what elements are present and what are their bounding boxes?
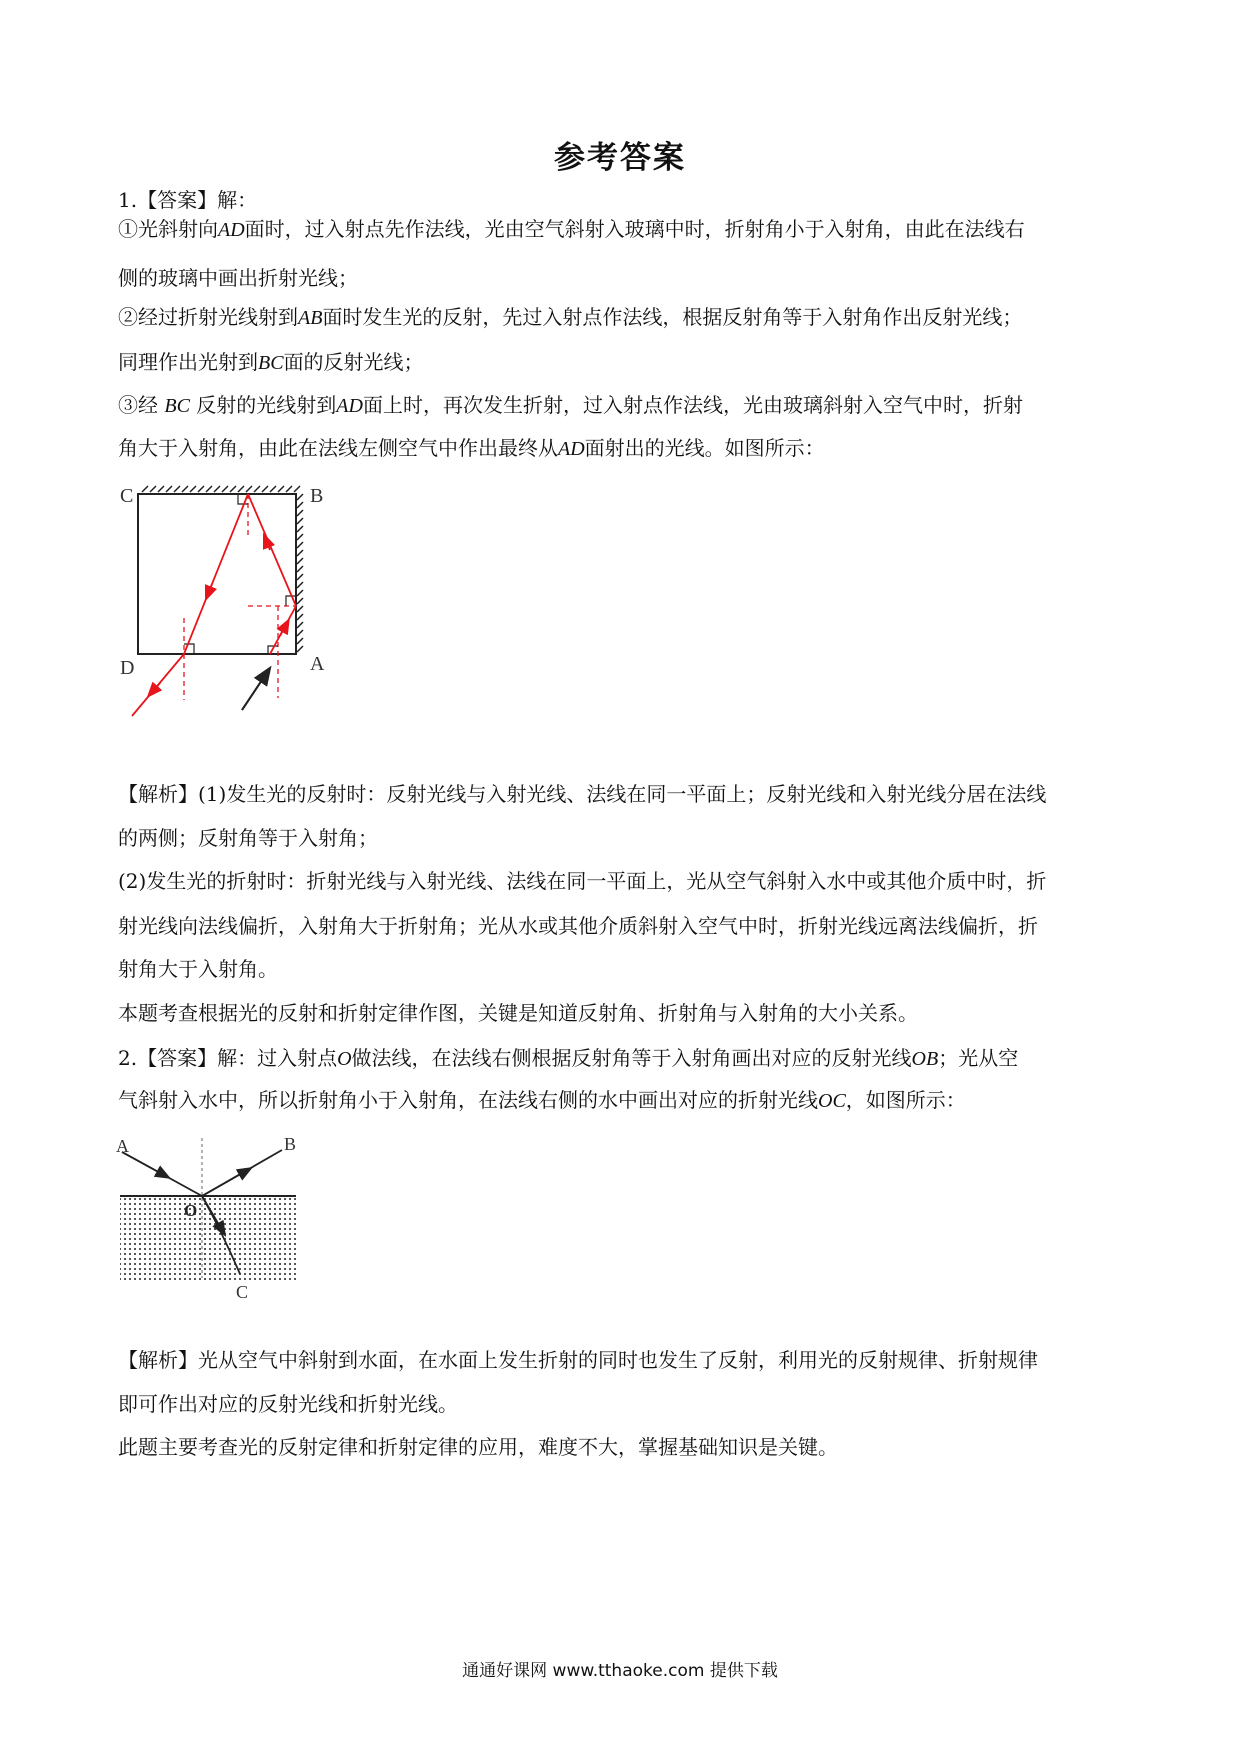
label-o: O <box>184 1201 198 1220</box>
label-d: D <box>120 657 135 679</box>
red-light-path <box>132 494 296 716</box>
q1-answer-heading: 1.【答案】解： <box>118 188 258 212</box>
q2-summary: 此题主要考查光的反射定律和折射定律的应用，难度不大，掌握基础知识是关键。 <box>118 1435 838 1459</box>
q2-answer-line1: 2.【答案】解：过入射点O做法线，在法线右侧根据反射角等于入射角画出对应的反射光线OB；光从空 <box>118 1046 1019 1070</box>
q2-analysis-line1: 【解析】光从空气中斜射到水面，在水面上发生折射的同时也发生了反射，利用光的反射规律、折射规律 <box>118 1348 1038 1372</box>
q1-step3-line1: ③经 BC 反射的光线射到AD面上时，再次发生折射，过入射点作法线，光由玻璃斜射入空气中时，折射 <box>118 393 1023 417</box>
right-angle-marks <box>184 494 296 654</box>
q1-analysis-line4: 射光线向法线偏折，入射角大于折射角；光从水或其他介质斜射入空气中时，折射光线远离法线偏折，折 <box>118 914 1038 938</box>
q1-step2-line2: 同理作出光射到BC面的反射光线； <box>118 350 424 374</box>
top-mirror-hatch <box>142 486 300 492</box>
q1-step3-line2: 角大于入射角，由此在法线左侧空气中作出最终从AD面射出的光线。如图所示： <box>118 436 825 460</box>
label-a: A <box>310 653 325 675</box>
q2-diagram <box>118 1132 348 1304</box>
label-c: C <box>120 485 134 507</box>
right-mirror-hatch <box>297 494 303 652</box>
q1-summary: 本题考查根据光的反射和折射定律作图，关键是知道反射角、折射角与入射角的大小关系。 <box>118 1001 918 1025</box>
q1-step2-line1: ②经过折射光线射到AB面时发生光的反射，先过入射点作法线，根据反射角等于入射角作出反射光线； <box>118 305 1023 329</box>
q1-analysis-line1: 【解析】(1)发生光的反射时：反射光线与入射光线、法线在同一平面上；反射光线和入射光线分居在法线 <box>118 782 1047 806</box>
q1-step1-line2: 侧的玻璃中画出折射光线； <box>118 266 358 290</box>
q1-analysis-line5: 射角大于入射角。 <box>118 957 278 981</box>
q1-diagram <box>120 478 380 728</box>
q1-step1-line1: ①光斜射向AD面时，过入射点先作法线，光由空气斜射入玻璃中时，折射角小于入射角，由此在法线右 <box>118 217 1025 241</box>
q1-analysis-line2: 的两侧；反射角等于入射角； <box>118 826 378 850</box>
label-b: B <box>310 485 324 507</box>
glass-block <box>138 494 296 654</box>
label-a: A <box>116 1136 129 1156</box>
normal-lines <box>184 494 296 700</box>
q2-answer-line2: 气斜射入水中，所以折射角小于入射角，在法线右侧的水中画出对应的折射光线OC，如图所示： <box>118 1088 966 1112</box>
label-c: C <box>236 1282 249 1302</box>
q1-analysis-line3: (2)发生光的折射时：折射光线与入射光线、法线在同一平面上，光从空气斜射入水中或其他介质中时，折 <box>118 869 1047 893</box>
q2-analysis-line2: 即可作出对应的反射光线和折射光线。 <box>118 1392 458 1416</box>
label-b: B <box>284 1134 297 1154</box>
page-title: 参考答案 <box>554 140 686 176</box>
footer-source: 通通好课网 www.tthaoke.com 提供下载 <box>462 1661 778 1681</box>
